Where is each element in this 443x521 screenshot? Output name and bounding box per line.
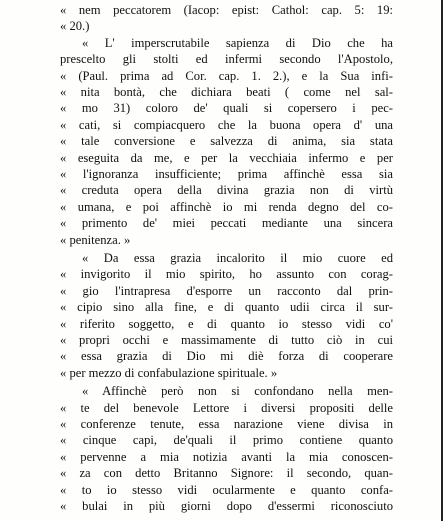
text-line: « conferenze tenute, essa narazione viene divisa in <box>60 417 393 431</box>
text-line: prescelto gli stolti ed infermi secondo l'Apostolo, <box>60 52 393 67</box>
text-line: « nita bontà, che dichiara beati ( come nel sal- <box>60 85 393 99</box>
text-line: « cinque capi, de'quali il primo contiene quanto <box>60 433 393 448</box>
text-line: « propri occhi e massimamente di tutto ciò in cui <box>60 333 393 347</box>
text-line: « to io stesso vidi ocularmente e quanto confa- <box>60 482 393 497</box>
text-line: « cipio sino alla fine, e di quanto udii circa il sur- <box>60 300 393 315</box>
text-line: « nem peccatorem (Iacop: epist: Cathol: cap. 5: 19: <box>60 3 393 17</box>
text-line: « per mezzo di confabulazione spirituale. » <box>60 365 278 380</box>
text-line: « penitenza. » <box>60 232 131 247</box>
text-line: « invigorito il mio spirito, ho assunto con corag- <box>60 267 393 282</box>
paragraph-start-line: « L' imperscrutabile sapienza di Dio che ha <box>82 35 393 50</box>
text-line: « essa grazia di Dio mi diè forza di cooperare <box>60 349 393 364</box>
text-line: « riferito soggetto, e di quanto io stesso vidi co' <box>60 316 393 331</box>
text-line: « bulai in più giorni dopo d'essermi riconosciuto <box>60 499 393 513</box>
text-line: « mo 31) coloro de' quali si copersero i pec- <box>60 101 393 116</box>
text-line: « za con detto Britanno Signore: il secondo, quan- <box>60 466 393 481</box>
paragraph-start-line: « Da essa grazia incalorito il mio cuore ed <box>82 251 393 265</box>
text-line: « 20.) <box>60 19 90 34</box>
text-line: « l'ignoranza insufficiente; prima affinchè essa sia <box>60 167 393 181</box>
text-line: « cati, si compiacquero che la buona opera d' una <box>60 117 393 132</box>
text-line: « umana, e poi affinchè io mi renda degno del co- <box>60 199 393 214</box>
text-line: « te del benevole Lettore i diversi propositi delle <box>60 400 393 415</box>
text-line: « creduta opera della divina grazia non di virtù <box>60 183 393 198</box>
text-line: « (Paul. prima ad Cor. cap. 1. 2.), e la Sua infi- <box>60 68 393 83</box>
text-line: « primento de' miei peccati mediante una sincera <box>60 216 393 231</box>
text-line: « tale conversione e salvezza di anima, sia stata <box>60 134 393 149</box>
text-line: « eseguita da me, e per la vecchiaia infermo e per <box>60 150 393 165</box>
text-line: « gio l'intrapresa d'esporre un racconto dal prin- <box>60 283 393 298</box>
paragraph-start-line: « Affinchè però non si confondano nella men- <box>82 384 393 399</box>
text-line: « pervenne a mia notizia avanti la mia conoscen- <box>60 449 393 464</box>
